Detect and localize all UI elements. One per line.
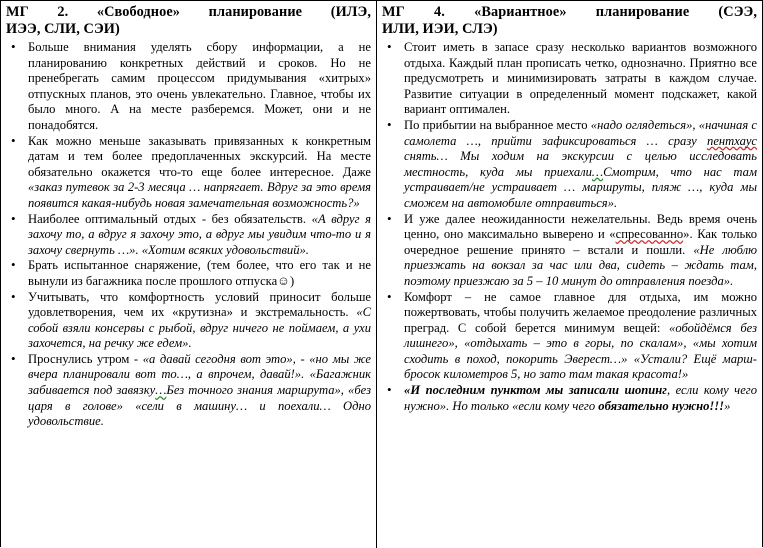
right-heading-line-1: МГ 4. «Вариантное» планирование (СЭЭ, bbox=[382, 4, 757, 20]
bullet-text: Больше внимания уделять сбору информации, а не планированию конкретных действий и сроков. Но не пренебрегать самим процессом придумывания «хитрых» отпускных планов, это очень увлекательно. Главное, чтобы их было много. А на месте разберемся. Может, они и не понадобятся. bbox=[28, 40, 372, 132]
bullet-text-b: - bbox=[295, 351, 310, 366]
list-item bbox=[6, 212, 371, 259]
bullet-quote-a: , если кому чего нужно». Но только «если кому чего bbox=[404, 383, 757, 413]
bullet-text: Как можно меньше заказывать привязанных к конкретным датам и тем более предоплаченных экскурсий. На месте обязательно окажется что-то еще более интересное. Даже bbox=[28, 133, 372, 179]
spellcheck-misspelling-mark: пентхаус bbox=[707, 133, 757, 148]
bullet-quote: «С собой взяли консервы с рыбой, вдруг ничего не поймаем, а ухи захочется, на речку же едем». bbox=[28, 305, 372, 351]
bullet-text: Стоит иметь в запасе сразу несколько вариантов возможного отдыха. Каждый план прописать четко, однозначно. Приятно все предусмотреть и минимизировать затраты в каждом случае. Развитие ситуации в определенный момент подскажет, какой вариант оптимален. bbox=[404, 40, 757, 117]
bullet-quote-b: » bbox=[724, 398, 731, 413]
bullet-quote-a: «а давай сегодня вот это», bbox=[142, 351, 296, 366]
bullet-quote: «заказ путевок за 2-3 месяца … напрягает. Вдруг за это время появится какая-нибудь новая замечательная возможность?» bbox=[28, 180, 372, 210]
bullet-text-a: И уже далее неожиданности нежелательны. Ведь время очень ценно, оно максимально выверено и « bbox=[404, 211, 757, 242]
bullet-quote-b: «но мы же вчера планировали вот то…, а впрочем, давай!». «Багажник забивается под завязку bbox=[28, 351, 372, 398]
spellcheck-grammar-mark: … bbox=[591, 164, 604, 179]
spellcheck-grammar-mark: … bbox=[155, 383, 167, 398]
table-cell-right bbox=[377, 1, 762, 548]
list-item bbox=[382, 118, 757, 212]
bullet-quote: «А вдруг я захочу то, а вдруг я захочу это, а вдруг мы увидим что-то и я захочу свернуть …». «Хотим всяких удовольствий». bbox=[28, 211, 372, 257]
bullet-text-b: ». Как только очередное решение принято – встали и пошли. bbox=[404, 227, 757, 257]
bullet-text: Учитывать, что комфортность условий приносит больше удовлетворения, чем их «крутизна» и экстремальность. bbox=[28, 289, 372, 320]
list-item bbox=[382, 40, 757, 118]
bullet-text: Проснулись утром - bbox=[28, 351, 143, 366]
bullet-quote-bold-b: обязательно нужно!!! bbox=[598, 398, 725, 413]
spellcheck-misspelling-mark: спресованно bbox=[615, 227, 684, 242]
bullet-quote-a: «надо оглядеться», «начиная с самолета …, прийти зафиксироваться … сразу bbox=[404, 117, 757, 148]
bullet-text: По прибытии на выбранное место bbox=[404, 117, 591, 132]
right-bullet-list bbox=[382, 40, 757, 414]
right-column-heading-cont bbox=[382, 20, 757, 39]
left-bullet-list bbox=[6, 40, 371, 430]
bullet-quote-bold-a: «И последним пунктом мы записали шопинг bbox=[404, 383, 667, 398]
left-heading-line-1: МГ 2. «Свободное» планирование (ИЛЭ, bbox=[6, 4, 372, 20]
bullet-quote: «обойдёмся без лишнего», «отдыхать – это в горы, по скалам», «мы хотим сходить в поход, покорить Эверест…» «Устали? Ещё марш-бросок километров 5, но зато там такая красота!» bbox=[404, 320, 758, 382]
left-heading-line-2: ИЭЭ, СЛИ, СЭИ) bbox=[6, 21, 120, 37]
bullet-quote-b: снять… Мы ходим на экскурсии с целью исследовать местность, куда мы приехали bbox=[404, 149, 757, 179]
list-item bbox=[382, 383, 757, 414]
bullet-quote-c: Без точного знания маршрута», «без царя в голове» «сели в машину… и поехали… Одно удовольствие. bbox=[28, 383, 372, 429]
left-column-heading-cont bbox=[6, 20, 371, 39]
list-item bbox=[6, 352, 371, 430]
bullet-text: Брать испытанное снаряжение, (тем более, что его так и не вынули из багажника после прошлого отпуска☺) bbox=[28, 258, 372, 288]
list-item bbox=[6, 134, 371, 212]
bullet-quote-c: Смотрим, что нас там устраивает/не устраивает … маршруты, пляж …, куда мы сможем на автомобиле отправиться». bbox=[404, 164, 757, 210]
list-item bbox=[382, 290, 757, 384]
list-item bbox=[6, 290, 371, 352]
bullet-quote: «Не люблю приезжать на вокзал за час или два, сидеть – ждать там, поэтому приезжаю за 5 – 10 минут до отправления поезда». bbox=[404, 242, 757, 288]
list-item bbox=[6, 40, 371, 134]
right-heading-line-2: ИЛИ, ИЭИ, СЛЭ) bbox=[382, 21, 498, 37]
bullet-text: Наиболее оптимальный отдых - без обязательств. bbox=[28, 211, 312, 226]
table-cell-left bbox=[1, 1, 377, 548]
list-item bbox=[6, 258, 371, 289]
bullet-text: Комфорт – не самое главное для отдыха, им можно пожертвовать, чтобы получить желаемое преодоление различных преград. С собой берется минимум вещей: bbox=[404, 289, 757, 335]
list-item bbox=[382, 212, 757, 290]
